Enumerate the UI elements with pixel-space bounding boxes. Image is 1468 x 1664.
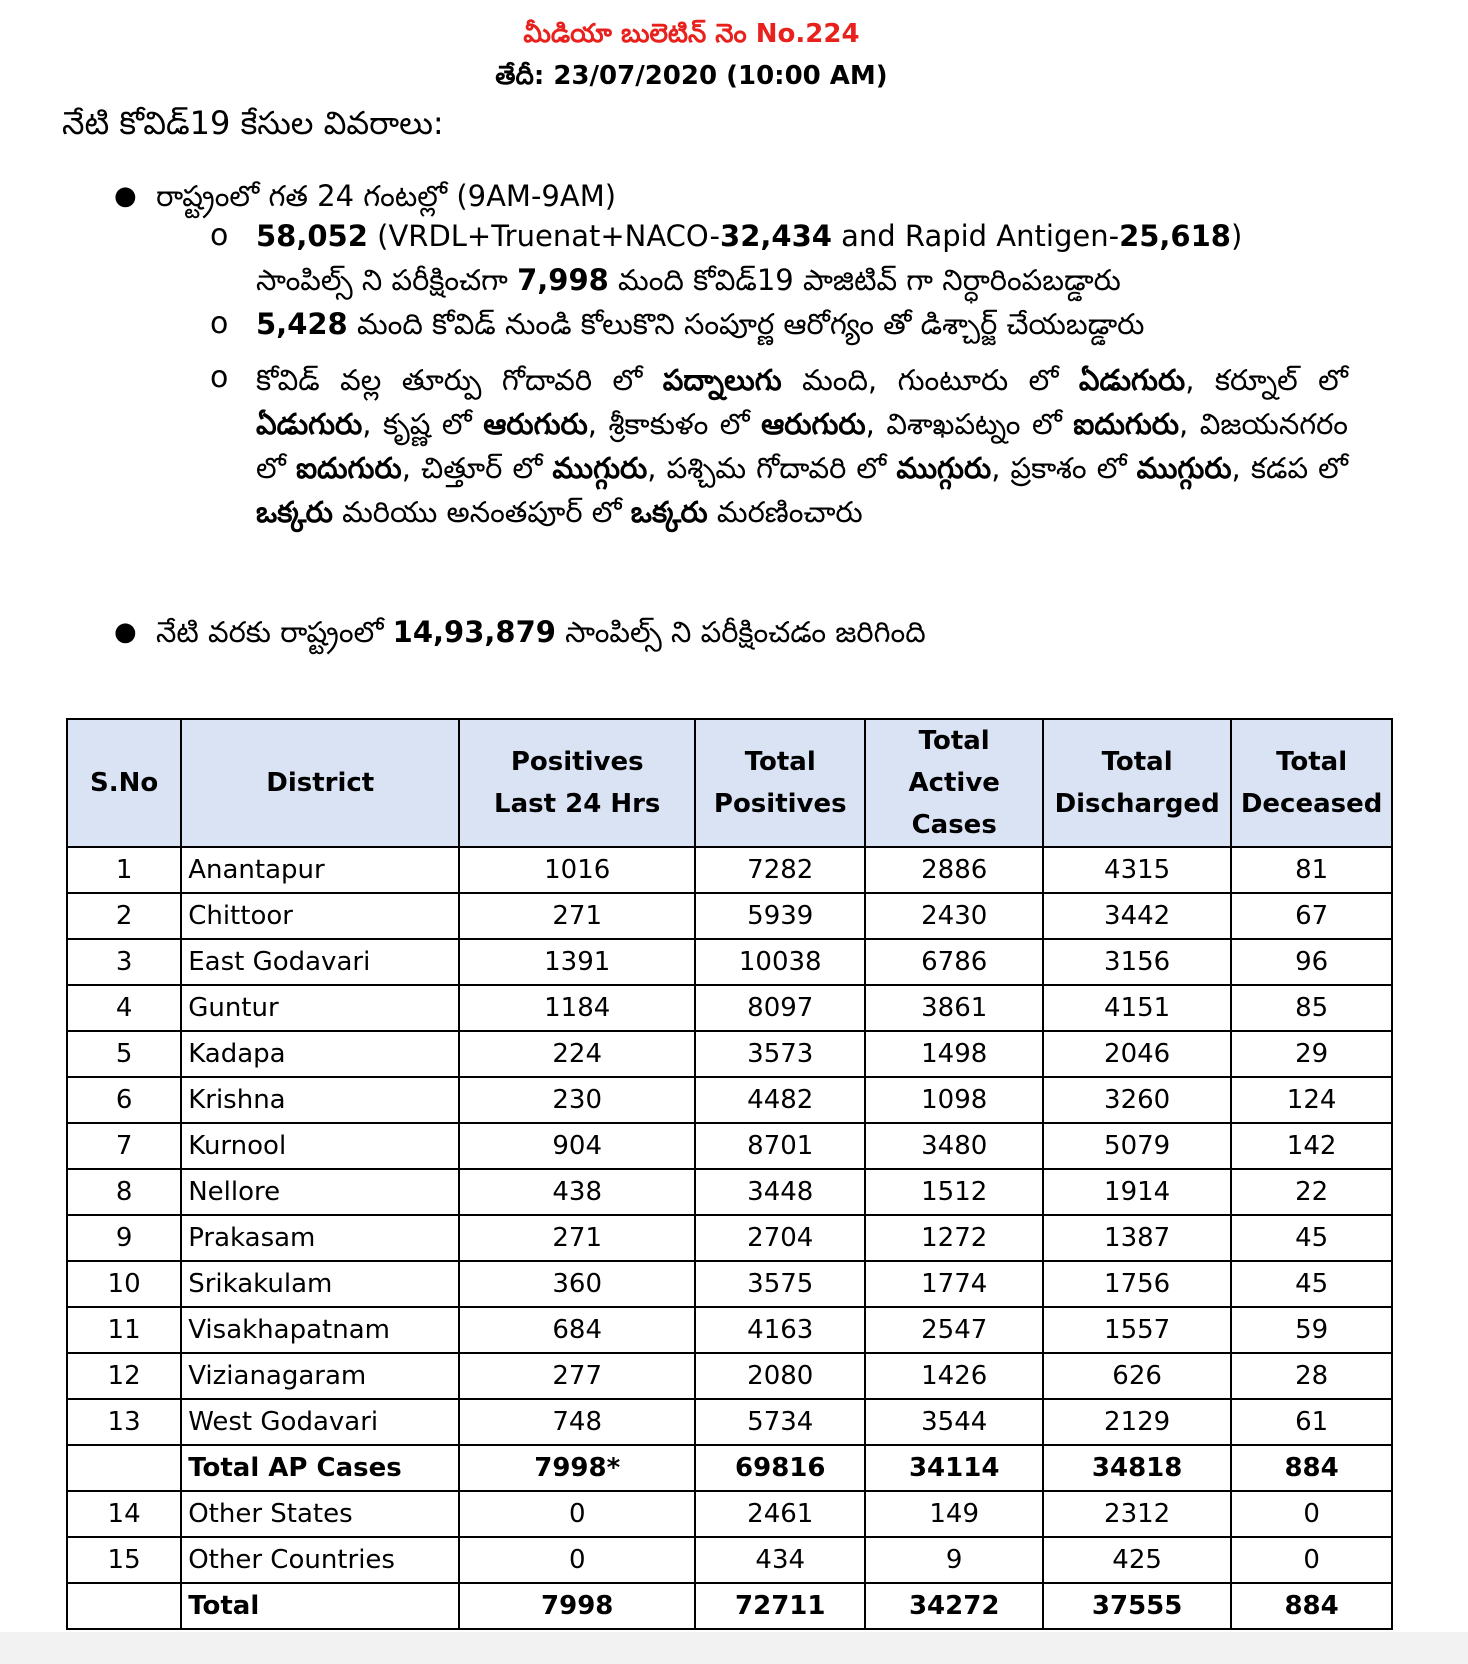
positives-post: మంది కోవిడ్19 పాజిటివ్ గా నిర్ధారింపబడ్డారు [608, 263, 1121, 297]
page-heading: నేటి కోవిడ్19 కేసుల వివరాలు: [62, 104, 444, 142]
table-cell: 1557 [1043, 1307, 1231, 1353]
column-header-label: Total [1101, 747, 1173, 777]
column-header [695, 719, 865, 847]
table-cell: 7998* [459, 1445, 695, 1491]
table-row [67, 847, 1392, 893]
deaths-count: ఆరుగురు [483, 407, 588, 441]
column-header [181, 719, 459, 847]
table-cell: 81 [1231, 847, 1392, 893]
table-cell: 8 [67, 1169, 181, 1215]
district-name-cell: Chittoor [181, 893, 459, 939]
table-row [67, 1537, 1392, 1583]
deaths-count: ఏడుగురు [1078, 363, 1186, 397]
district-name-cell: West Godavari [181, 1399, 459, 1445]
table-cell: 3575 [695, 1261, 865, 1307]
table-cell: 85 [1231, 985, 1392, 1031]
table-cell: 3573 [695, 1031, 865, 1077]
deaths-text: , ప్రకాశం లో [991, 451, 1137, 485]
table-cell: 884 [1231, 1583, 1392, 1629]
table-cell: 29 [1231, 1031, 1392, 1077]
deaths-text: , శ్రీకాకుళం లో [587, 407, 762, 441]
table-cell: 1016 [459, 847, 695, 893]
tested-pre: నేటి వరకు రాష్ట్రంలో [156, 615, 393, 649]
deaths-count: ఏడుగురు [256, 407, 363, 441]
deaths-text: మంది, గుంటూరు లో [781, 363, 1079, 397]
deaths-text: మరియు అనంతపూర్ లో [332, 495, 631, 529]
bulletin-date [0, 60, 1383, 92]
district-name-cell: Vizianagaram [181, 1353, 459, 1399]
table-cell: 1387 [1043, 1215, 1231, 1261]
samples-total: 58,052 [256, 219, 368, 253]
table-row [67, 1445, 1392, 1491]
column-header-label: Total [918, 726, 990, 756]
table-cell: 904 [459, 1123, 695, 1169]
table-cell: 2046 [1043, 1031, 1231, 1077]
table-cell: 5939 [695, 893, 865, 939]
table-cell: 0 [459, 1537, 695, 1583]
table-cell: 11 [67, 1307, 181, 1353]
bullet-dot: ● [114, 181, 137, 211]
page-footer-bar [0, 1632, 1468, 1664]
table-cell: 2312 [1043, 1491, 1231, 1537]
table-row [67, 1583, 1392, 1629]
table-cell: 271 [459, 1215, 695, 1261]
table-row [67, 1261, 1392, 1307]
deaths-text: , కర్నూల్ లో [1185, 363, 1348, 397]
column-header-label: Discharged [1054, 789, 1220, 819]
table-cell: 748 [459, 1399, 695, 1445]
table-cell: 1391 [459, 939, 695, 985]
table-cell: 2547 [865, 1307, 1043, 1353]
positives-pre: సాంపిల్స్ ని పరీక్షించగా [256, 263, 518, 297]
district-name-cell: Krishna [181, 1077, 459, 1123]
sub-bullet-marker: o [210, 218, 229, 253]
table-row [67, 985, 1392, 1031]
table-cell: 9 [865, 1537, 1043, 1583]
table-cell: 3 [67, 939, 181, 985]
column-header-label: Deceased [1240, 789, 1383, 819]
district-name-cell: Prakasam [181, 1215, 459, 1261]
table-cell: 1272 [865, 1215, 1043, 1261]
table-cell: 1 [67, 847, 181, 893]
column-header-label: District [266, 768, 375, 798]
table-cell: 271 [459, 893, 695, 939]
district-name-cell: Kurnool [181, 1123, 459, 1169]
table-cell: 61 [1231, 1399, 1392, 1445]
table-cell: 230 [459, 1077, 695, 1123]
deaths-count: పద్నాలుగు [662, 363, 782, 397]
samples-rapid: 25,618 [1119, 219, 1231, 253]
table-cell: 0 [459, 1491, 695, 1537]
table-row [67, 1169, 1392, 1215]
table-cell: 1756 [1043, 1261, 1231, 1307]
district-name-cell: Guntur [181, 985, 459, 1031]
column-header-label: Last 24 Hrs [494, 789, 661, 819]
table-cell: 4151 [1043, 985, 1231, 1031]
table-cell: 5734 [695, 1399, 865, 1445]
table-cell: 884 [1231, 1445, 1392, 1491]
table-cell: 626 [1043, 1353, 1231, 1399]
deaths-text: , కడప లో [1231, 451, 1349, 485]
table-cell: 12 [67, 1353, 181, 1399]
bulletin-title: మీడియా బులెటిన్ నెం No.224 [523, 19, 860, 49]
table-row [67, 1123, 1392, 1169]
table-cell: 7282 [695, 847, 865, 893]
table-cell: 2704 [695, 1215, 865, 1261]
table-cell: 7998 [459, 1583, 695, 1629]
table-cell: 3156 [1043, 939, 1231, 985]
table-cell: 15 [67, 1537, 181, 1583]
table-row [67, 1031, 1392, 1077]
table-cell: 45 [1231, 1215, 1392, 1261]
tested-post: సాంపిల్స్ ని పరీక్షించడం జరిగింది [555, 615, 926, 649]
table-cell: 3544 [865, 1399, 1043, 1445]
table-cell: 1914 [1043, 1169, 1231, 1215]
column-header [67, 719, 181, 847]
table-cell [67, 1583, 181, 1629]
district-name-cell: Srikakulam [181, 1261, 459, 1307]
table-cell: 149 [865, 1491, 1043, 1537]
district-name-cell: Nellore [181, 1169, 459, 1215]
samples-mid: and Rapid Antigen- [831, 219, 1120, 253]
table-cell: 0 [1231, 1491, 1392, 1537]
table-cell: 1498 [865, 1031, 1043, 1077]
column-header [1231, 719, 1392, 847]
district-name-cell: Total [181, 1583, 459, 1629]
table-row [67, 1077, 1392, 1123]
table-row [67, 1353, 1392, 1399]
table-row [67, 1215, 1392, 1261]
table-row [67, 893, 1392, 939]
deaths-text: , పశ్చిమ గోదావరి లో [647, 451, 897, 485]
table-cell: 2461 [695, 1491, 865, 1537]
district-name-cell: Other Countries [181, 1537, 459, 1583]
table-cell: 59 [1231, 1307, 1392, 1353]
column-header-label: Positives [713, 789, 847, 819]
deaths-count: ముగ్గురు [1136, 451, 1232, 485]
sub-bullet-marker: o [210, 306, 229, 341]
deaths-text: మరణించారు [707, 495, 863, 529]
district-name-cell: Visakhapatnam [181, 1307, 459, 1353]
table-cell: 34818 [1043, 1445, 1231, 1491]
column-header-label: Active Cases [908, 768, 1000, 840]
table-cell: 5 [67, 1031, 181, 1077]
date-value: : 23/07/2020 (10:00 AM) [533, 61, 888, 91]
table-cell: 2886 [865, 847, 1043, 893]
table-cell: 10038 [695, 939, 865, 985]
table-cell: 3861 [865, 985, 1043, 1031]
table-cell: 1098 [865, 1077, 1043, 1123]
date-label: తేదీ [495, 61, 534, 91]
district-name-cell: Anantapur [181, 847, 459, 893]
table-cell: 45 [1231, 1261, 1392, 1307]
table-cell: 6 [67, 1077, 181, 1123]
table-header-row [67, 719, 1392, 847]
table-cell: 438 [459, 1169, 695, 1215]
table-cell: 124 [1231, 1077, 1392, 1123]
samples-vrdl: 32,434 [720, 219, 832, 253]
table-cell [67, 1445, 181, 1491]
table-cell: 3480 [865, 1123, 1043, 1169]
bullet-dot: ● [114, 617, 137, 647]
table-row [67, 939, 1392, 985]
table-cell: 37555 [1043, 1583, 1231, 1629]
table-cell: 434 [695, 1537, 865, 1583]
table-cell: 0 [1231, 1537, 1392, 1583]
district-name-cell: Kadapa [181, 1031, 459, 1077]
deaths-paragraph [256, 358, 1348, 534]
table-cell: 72711 [695, 1583, 865, 1629]
table-row [67, 1399, 1392, 1445]
district-name-cell: East Godavari [181, 939, 459, 985]
deaths-text: , విశాఖపట్నం లో [865, 407, 1074, 441]
table-cell: 22 [1231, 1169, 1392, 1215]
table-cell: 67 [1231, 893, 1392, 939]
table-cell: 34272 [865, 1583, 1043, 1629]
table-cell: 96 [1231, 939, 1392, 985]
table-cell: 9 [67, 1215, 181, 1261]
deaths-count: ఆరుగురు [761, 407, 866, 441]
deaths-count: ఐదుగురు [1073, 407, 1180, 441]
table-cell: 6786 [865, 939, 1043, 985]
deaths-text: , కృష్ణ లో [362, 407, 484, 441]
table-cell: 224 [459, 1031, 695, 1077]
bullet-1-text: రాష్ట్రంలో గత 24 గంటల్లో (9AM-9AM) [156, 179, 617, 213]
district-name-cell: Other States [181, 1491, 459, 1537]
column-header [865, 719, 1043, 847]
column-header-label: S.No [89, 768, 159, 798]
table-cell: 2430 [865, 893, 1043, 939]
samples-open: (VRDL+Truenat+NACO- [367, 219, 721, 253]
discharged-line [256, 304, 1144, 344]
deaths-count: ఒక్కరు [256, 495, 333, 529]
discharged-count: 5,428 [256, 307, 348, 341]
column-header [459, 719, 695, 847]
deaths-count: ఒక్కరు [630, 495, 708, 529]
table-cell: 14 [67, 1491, 181, 1537]
table-cell: 28 [1231, 1353, 1392, 1399]
table-cell: 2080 [695, 1353, 865, 1399]
table-cell: 684 [459, 1307, 695, 1353]
bullet-2-text [156, 612, 926, 652]
positives-line [256, 260, 1121, 300]
table-cell: 1512 [865, 1169, 1043, 1215]
deaths-count: ముగ్గురు [896, 451, 992, 485]
column-header-label: Total [1276, 747, 1348, 777]
table-cell: 2 [67, 893, 181, 939]
samples-close: ) [1230, 219, 1243, 253]
column-header-label: Positives [510, 747, 644, 777]
table-cell: 360 [459, 1261, 695, 1307]
deaths-text: , చిత్తూర్ లో [401, 451, 553, 485]
table-cell: 34114 [865, 1445, 1043, 1491]
column-header-label: Total [744, 747, 816, 777]
deaths-count: ముగ్గురు [552, 451, 648, 485]
table-cell: 142 [1231, 1123, 1392, 1169]
table-cell: 2129 [1043, 1399, 1231, 1445]
deaths-text: , విజయనగరం లో [256, 407, 1348, 485]
table-cell: 4482 [695, 1077, 865, 1123]
district-name-cell: Total AP Cases [181, 1445, 459, 1491]
deaths-text: కోవిడ్ వల్ల తూర్పు గోదావరి లో [256, 363, 663, 397]
deaths-count: ఐదుగురు [295, 451, 402, 485]
sub-bullet-marker: o [210, 360, 229, 395]
table-cell: 3448 [695, 1169, 865, 1215]
positives-count: 7,998 [517, 263, 609, 297]
table-cell: 3260 [1043, 1077, 1231, 1123]
table-cell: 277 [459, 1353, 695, 1399]
table-cell: 1184 [459, 985, 695, 1031]
table-cell: 10 [67, 1261, 181, 1307]
table-cell: 13 [67, 1399, 181, 1445]
samples-line [256, 216, 1242, 256]
table-cell: 7 [67, 1123, 181, 1169]
table-cell: 1774 [865, 1261, 1043, 1307]
table-row [67, 1307, 1392, 1353]
discharged-post: మంది కోవిడ్ నుండి కోలుకొని సంపూర్ణ ఆరోగ్యం తో డిశ్చార్జ్ చేయబడ్డారు [347, 307, 1145, 341]
table-cell: 8701 [695, 1123, 865, 1169]
district-table [66, 718, 1393, 1630]
table-row [67, 1491, 1392, 1537]
table-cell: 4 [67, 985, 181, 1031]
table-cell: 1426 [865, 1353, 1043, 1399]
table-cell: 8097 [695, 985, 865, 1031]
table-cell: 4163 [695, 1307, 865, 1353]
table-cell: 425 [1043, 1537, 1231, 1583]
table-cell: 3442 [1043, 893, 1231, 939]
column-header [1043, 719, 1231, 847]
table-cell: 69816 [695, 1445, 865, 1491]
tested-count: 14,93,879 [392, 615, 556, 649]
table-cell: 5079 [1043, 1123, 1231, 1169]
table-cell: 4315 [1043, 847, 1231, 893]
